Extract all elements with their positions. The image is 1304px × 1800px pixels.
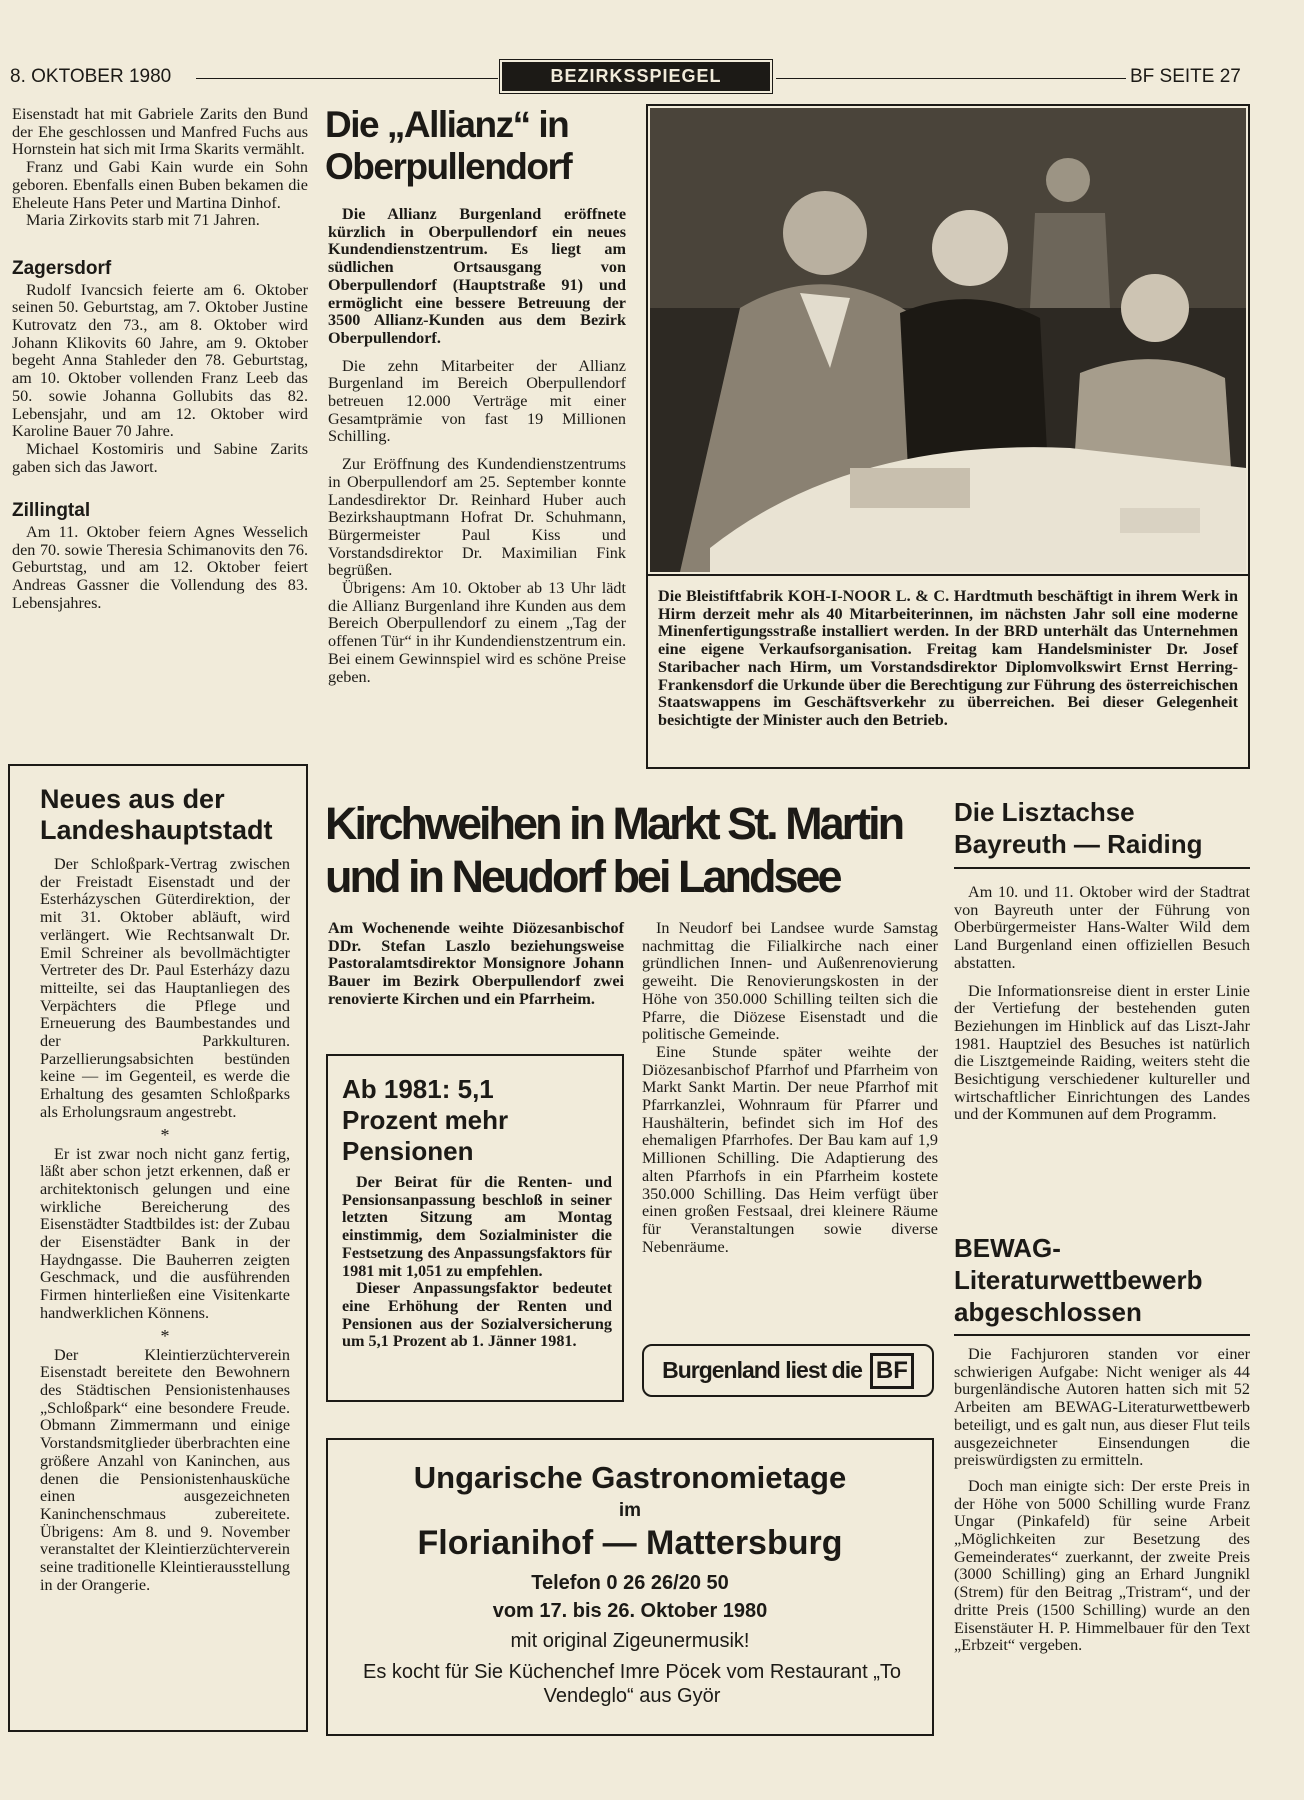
bf-logo: BF xyxy=(870,1353,914,1389)
liszt-headline: Die Lisztachse Bayreuth — Raiding xyxy=(954,797,1203,859)
allianz-lead: Die Allianz Burgenland eröffnete kürzlich in Oberpullendorf ein neues Kundendienstzentrum. Es liegt am südlichen Ortsausgang von Oberpullendorf (Hauptstraße 91) und ermöglicht eine bessere Betreuung der 3500 Allianz-Kunden aus dem Bezirk Oberpullendorf. xyxy=(328,205,626,347)
allianz-article xyxy=(328,206,626,686)
news-photo xyxy=(650,108,1246,572)
kirchweihen-p1: In Neudorf bei Landsee wurde Samstag nachmittag die Filialkirche nach einer gründlichen Innen- und Außenrenovierung geweiht. Die Renovierungskosten in der Höhe von 350.000 Schilling teilten sich die Pfarre, die Diözese Eisenstadt und die politische Gemeinde. xyxy=(642,919,938,1044)
col1-article xyxy=(12,106,308,613)
section-label: BEZIRKSSPIEGEL xyxy=(550,66,722,86)
col1-p3: Maria Zirkovits starb mit 71 Jahren. xyxy=(26,211,260,230)
header-rule-left xyxy=(196,78,498,79)
kirchweihen-headline-2: und in Neudorf bei Landsee xyxy=(325,851,840,902)
subhead-zillingtal: Zillingtal xyxy=(12,500,91,522)
photo-caption-rule xyxy=(648,574,1248,576)
ad-line1: Ungarische Gastronomietage xyxy=(413,1460,847,1495)
ad-chef: Es kocht für Sie Küchenchef Imre Pöcek vom Restaurant „To Vendeglo“ aus Györ xyxy=(362,1661,902,1707)
kirchweihen-headline-1: Kirchweihen in Markt St. Martin xyxy=(325,798,903,849)
bewag-p2: Doch man einigte sich: Der erste Preis in der Höhe von 5000 Schilling wurde Franz Ungar (Pinkafeld) für seine Arbeit „Möglichkeiten zur Besetzung des Gemeinderates“ zuerkannt, der zweite Preis (3000 Schilling) ging an Erhard Jungnikl (Strem) für den Beitrag „Tristram“, und der dritte Preis (1500 Schilling) wurde an den Eisenstäuter H. P. Himmelbauer für den Text „Erbzeit“ vergeben. xyxy=(954,1476,1250,1655)
liszt-article xyxy=(954,884,1250,1124)
liszt-p2: Die Informationsreise dient in erster Linie der Vertiefung der bestehenden guten Beziehungen im Hinblick auf das Liszt-Jahr 1981. Hauptziel des Besuches ist natürlich die Lisztgemeinde Raiding, weiters steht die Besichtigung verschiedener kultureller und wirtschaftlicher Einrichtungen des Landes und der Kommunen auf dem Programm. xyxy=(954,981,1250,1124)
kirchweihen-article xyxy=(642,920,938,1256)
bewag-rule xyxy=(954,1334,1250,1336)
kirchweihen-lead: Am Wochenende weihte Diözesanbischof DDr. Stefan Laszlo beziehungsweise Pastoralamtsdirektor Monsignore Johann Bauer im Bezirk Oberpullendorf zwei renovierte Kirchen und ein Pfarrheim. xyxy=(328,919,624,1008)
header-date: 8. OKTOBER 1980 xyxy=(10,66,172,87)
pensionen-article xyxy=(342,1174,612,1351)
photo-caption: Die Bleistiftfabrik KOH-I-NOOR L. & C. Hardtmuth beschäftigt in ihrem Werk in Hirm derzeit mehr als 40 Mitarbeiterinnen, im nächsten Jahr soll eine moderne Minenfertigungsstraße installiert werden. In der BRD unterhält das Unternehmen eine eigene Verkaufsorganisation. Freitag kam Handelsminister Dr. Josef Staribacher nach Hirm, um Vorstandsdirektor Diplomvolkswirt Ernst Herring-Frankensdorf die Urkunde über die Berechtigung zur Führung des österreichischen Staatswappens im Geschäftsverkehr zu überreichen. Bei dieser Gelegenheit besichtigte der Minister auch den Betrieb. xyxy=(658,587,1238,729)
allianz-headline: Die „Allianz“ in Oberpullendorf xyxy=(325,104,572,187)
col1-p6: Am 11. Oktober feiern Agnes Wesselich den 70. sowie Theresia Schimanovits den 76. Geburtstag, und am 12. Oktober feiert Andreas Gassner die Vollendung des 83. Lebensjahres. xyxy=(12,523,308,612)
header-rule-right xyxy=(776,78,1126,79)
ad-music: mit original Zigeunermusik! xyxy=(510,1630,750,1652)
allianz-p3: Übrigens: Am 10. Oktober ab 13 Uhr lädt die Allianz Burgenland ihre Kunden aus dem Bereich Oberpullendorf zu einem „Tag der offenen Tür“ in ihr Kundendienstzentrum ein. Bei einem Gewinnspiel wird es schöne Preise geben. xyxy=(328,579,626,686)
separator-star-2: * xyxy=(160,1325,170,1346)
col1-p2: Franz und Gabi Kain wurde ein Sohn geboren. Ebenfalls einen Buben bekamen die Eheleute Hans Peter und Martina Dinhof. xyxy=(12,158,308,212)
bewag-headline: BEWAG-Literaturwettbewerb abgeschlossen xyxy=(954,1233,1203,1327)
landeshauptstadt-p2: Er ist zwar noch nicht ganz fertig, läßt aber schon jetzt erkennen, daß er architektonisch gelungen und eine wirkliche Bereicherung des Eisenstädter Stadtbildes ist: der Zubau der Eisenstädter Bank in der Haydngasse. Die Bauherren zeigten Geschmack, und die ausführenden Firmen hinterließen eine Visitenkarte handwerklichen Könnens. xyxy=(40,1144,290,1322)
landeshauptstadt-headline: Neues aus der Landeshauptstadt xyxy=(40,784,273,845)
liszt-p1: Am 10. und 11. Oktober wird der Stadtrat von Bayreuth unter der Führung von Oberbürgermeister Hans-Walter Wild dem Land Burgenland einen offiziellen Besuch abstatten. xyxy=(954,883,1250,972)
pensionen-headline: Ab 1981: 5,1 Prozent mehr Pensionen xyxy=(342,1074,509,1166)
ad-box xyxy=(326,1438,934,1736)
landeshauptstadt-p1: Der Schloßpark-Vertrag zwischen der Freistadt Eisenstadt und der Esterházyschen Güterdirektion, der mit 31. Oktober abläuft, wird verlängert. Wie Rechtsanwalt Dr. Emil Schreiner als bevollmächtigter Vertreter des Dr. Paul Esterházy dazu mitteilte, sei das Hauptanliegen des Verpächters die Pflege und Erneuerung des Baumbestandes und der Parkkulturen. Parzellierungsabsichten bestünden keine — im Gegenteil, es werde die Erhaltung des gesamten Schloßparks als Erholungsraum angestrebt. xyxy=(40,855,290,1121)
pensionen-p2: Dieser Anpassungsfaktor bedeutet eine Erhöhung der Renten und Pensionen aus der Sozialversicherung um 5,1 Prozent ab 1. Jänner 1981. xyxy=(342,1279,612,1351)
pensionen-p1: Der Beirat für die Renten- und Pensionsanpassung beschloß in seiner letzten Sitzung am Montag einstimmig, dem Sozialminister die Festsetzung des Anpassungsfaktors für 1981 mit 1,051 zu empfehlen. xyxy=(342,1173,612,1280)
pensionen-box xyxy=(326,1054,624,1402)
ad-phone: Telefon 0 26 26/20 50 xyxy=(531,1572,729,1594)
promo-text: Burgenland liest die xyxy=(662,1357,862,1383)
col1-p5: Michael Kostomiris und Sabine Zarits gaben sich das Jawort. xyxy=(12,439,308,476)
photo-box xyxy=(646,104,1250,769)
bewag-p1: Die Fachjuroren standen vor einer schwierigen Aufgabe: Nicht weniger als 44 burgenländische Autoren hatten sich mit 52 Arbeiten am BEWAG-Literaturwettbewerb beteiligt, und es galt nun, aus dieser Flut teils ausgezeichneter Einsendungen die preiswürdigsten zu ermitteln. xyxy=(954,1345,1250,1470)
ad-line3: Florianihof — Mattersburg xyxy=(417,1524,843,1562)
allianz-p2: Zur Eröffnung des Kundendienstzentrums in Oberpullendorf am 25. September konnte Landesdirektor Dr. Reinhard Huber auch Bezirkshauptmann Hofrat Dr. Schuhmann, Bürgermeister Paul Kiss und Vorstandsdirektor Dr. Maximilian Fink begrüßen. xyxy=(328,455,626,580)
header-section xyxy=(502,62,770,91)
liszt-rule xyxy=(954,867,1250,869)
promo-badge xyxy=(642,1344,934,1397)
allianz-p1: Die zehn Mitarbeiter der Allianz Burgenland im Bereich Oberpullendorf betreuen 12.000 Verträge mit einer Gesamtprämie von fast 19 Millionen Schilling. xyxy=(328,356,626,446)
landeshauptstadt-box xyxy=(8,764,308,1732)
col1-p1: Eisenstadt hat mit Gabriele Zarits den Bund der Ehe geschlossen und Manfred Fuchs aus Hornstein hat sich mit Irma Skarits vermählt. xyxy=(12,105,308,159)
page-number: BF SEITE 27 xyxy=(1130,66,1241,87)
bewag-article xyxy=(954,1346,1250,1655)
ad-line2: im xyxy=(618,1500,642,1521)
subhead-zagersdorf: Zagersdorf xyxy=(12,257,112,279)
photo-illustration xyxy=(650,108,1246,572)
landeshauptstadt-article xyxy=(40,856,290,1594)
kirchweihen-p2: Eine Stunde später weihte der Diözesanbischof Pfarrhof und Pfarrheim von Markt Sankt Martin. Der neue Pfarrhof mit Pfarrkanzlei, Wohnraum für Pfarrer und Haushälterin, befindet sich im Hof des ehemaligen Pfarrhofes. Der Bau kam auf 1,9 Millionen Schilling. Die Adaptierung des alten Pfarrhofs in ein Pfarrheim kostete 350.000 Schilling. Das Heim verfügt über einen großen Festsaal, drei kleinere Räume für Veranstaltungen sowie diverse Nebenräume. xyxy=(642,1042,938,1256)
col1-p4: Rudolf Ivancsich feierte am 6. Oktober seinen 50. Geburtstag, am 7. Oktober Justine Kutrovatz den 73., am 8. Oktober wird Johann Klikovits 60 Jahre, am 9. Oktober begeht Anna Stahleder den 78. Geburtstag, am 10. Oktober vollenden Franz Leeb das 50. sowie Johanna Gollubits das 82. Lebensjahr, und am 12. Oktober wird Karoline Bauer 70 Jahre. xyxy=(12,280,308,441)
landeshauptstadt-p3: Der Kleintierzüchterverein Eisenstadt bereitete den Bewohnern des Städtischen Pensionistenhauses „Schloßpark“ eine besondere Freude. Obmann Zimmermann und einige Vorstandsmitglieder überbrachten eine größere Anzahl von Kaninchen, aus denen die Pensionistenhausküche einen ausgezeichneten Kaninchenschmaus zubereitete. Übrigens: Am 8. und 9. November veranstaltet der Kleintierzüchterverein seine traditionelle Kleintierausstellung in der Orangerie. xyxy=(40,1345,290,1594)
ad-dates: vom 17. bis 26. Oktober 1980 xyxy=(492,1600,768,1622)
separator-star-1: * xyxy=(160,1124,170,1145)
